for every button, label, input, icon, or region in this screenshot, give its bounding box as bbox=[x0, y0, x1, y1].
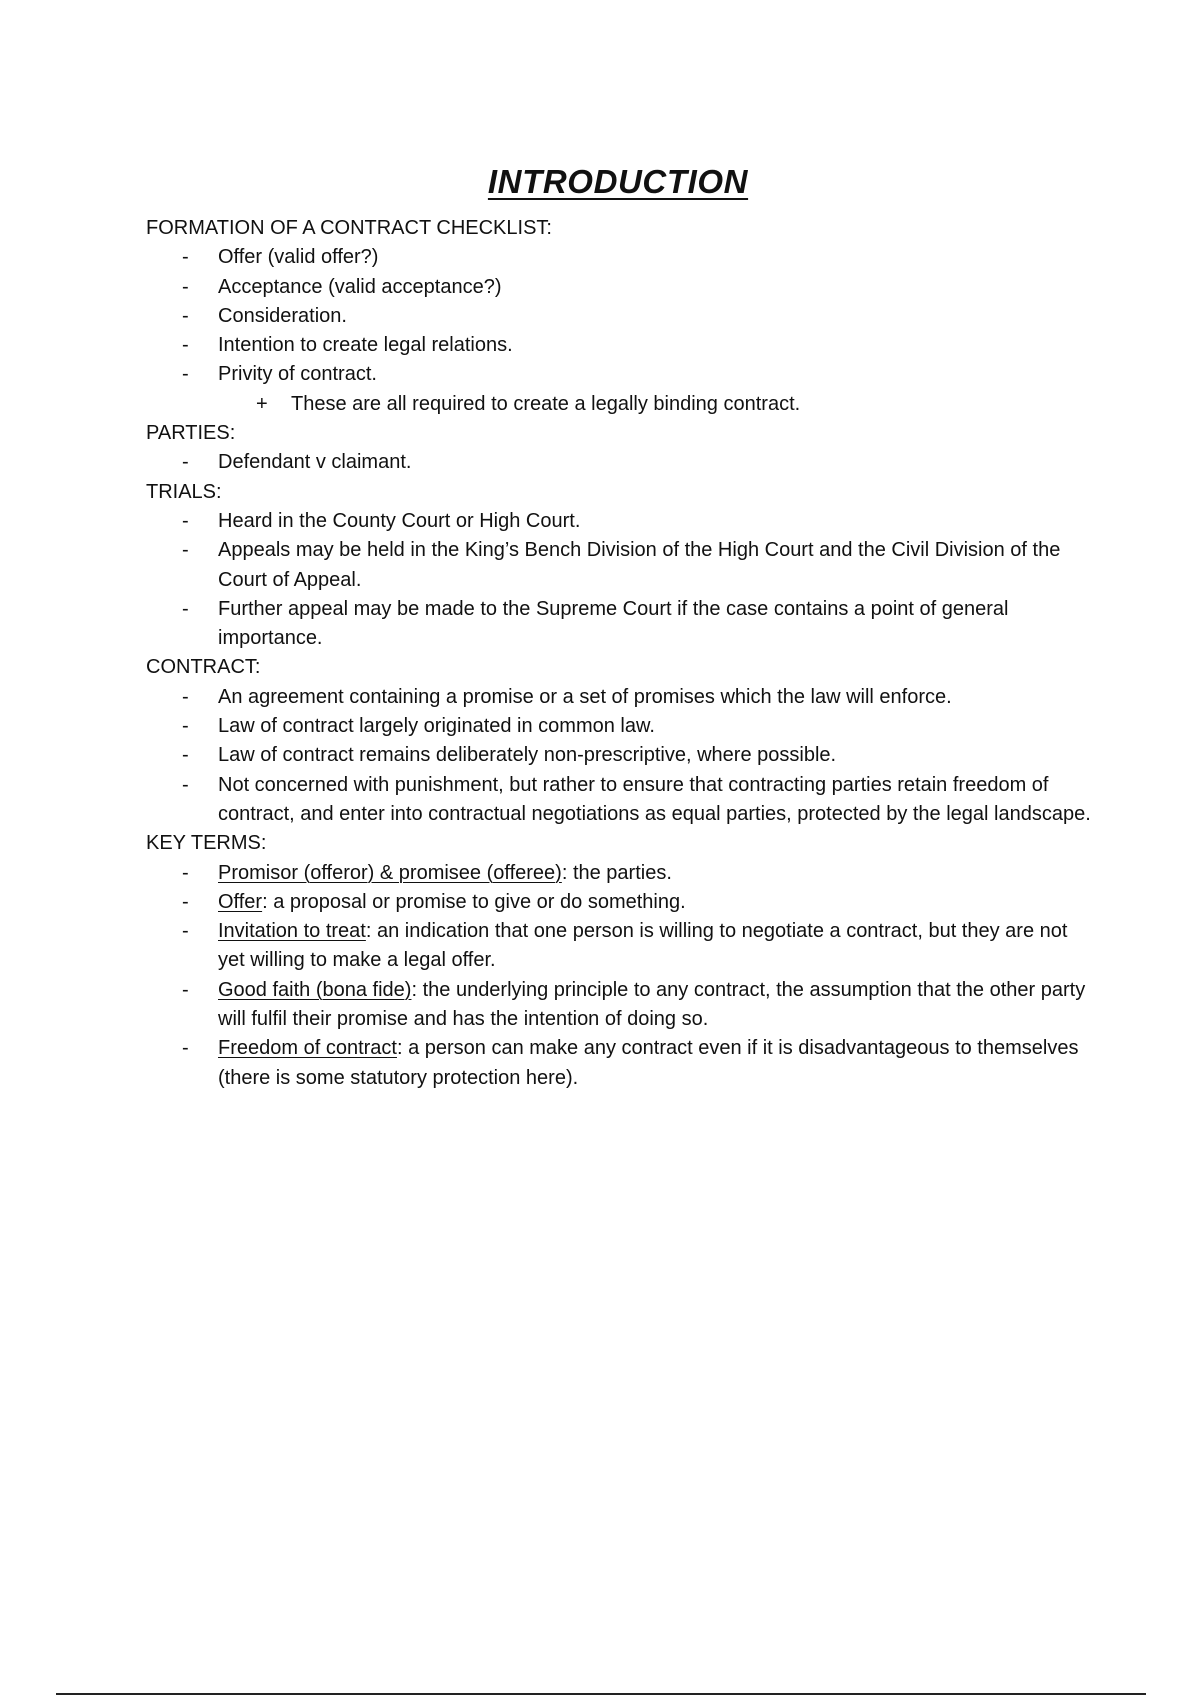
list-item bbox=[146, 771, 1096, 830]
bullet-list bbox=[146, 859, 1096, 1093]
list-item bbox=[146, 917, 1096, 976]
list-item bbox=[146, 507, 1096, 536]
page-title: INTRODUCTION bbox=[487, 163, 749, 201]
list-item bbox=[146, 712, 1096, 741]
dash-bullet-icon: - bbox=[182, 304, 189, 327]
bullet-list bbox=[146, 243, 1096, 389]
item-text: Further appeal may be made to the Supreme Court if the case contains a point of general importance. bbox=[218, 597, 1009, 650]
list-item bbox=[146, 302, 1096, 331]
section-heading: TRIALS: bbox=[146, 480, 222, 503]
section-heading: FORMATION OF A CONTRACT CHECKLIST: bbox=[146, 217, 552, 239]
bullet-list bbox=[146, 507, 1096, 653]
dash-bullet-icon: - bbox=[182, 715, 189, 738]
dash-bullet-icon: - bbox=[182, 920, 189, 943]
list-item bbox=[146, 741, 1096, 770]
bullet-list bbox=[146, 683, 1096, 829]
key-term: Offer bbox=[218, 890, 263, 913]
key-term: Invitation to treat bbox=[218, 920, 366, 943]
list-item bbox=[146, 976, 1096, 1035]
dash-bullet-icon: - bbox=[182, 890, 189, 913]
item-text: : a proposal or promise to give or do something. bbox=[262, 890, 686, 913]
section-heading: PARTIES: bbox=[146, 422, 236, 445]
dash-bullet-icon: - bbox=[182, 1037, 189, 1060]
item-text: Appeals may be held in the King’s Bench Division of the High Court and the Civil Division of the Court of Appeal. bbox=[218, 539, 1061, 591]
item-text: : an indication that one person is willing to negotiate a contract, but they are not yet willing to make a legal offer. bbox=[218, 920, 1068, 972]
item-text: Offer (valid offer?) bbox=[218, 246, 379, 269]
section-trials bbox=[146, 478, 1096, 654]
list-item bbox=[146, 360, 1096, 389]
key-term: Good faith (bona fide) bbox=[218, 978, 412, 1001]
dash-bullet-icon: - bbox=[182, 275, 189, 298]
sub-bullet-list bbox=[146, 390, 1096, 419]
section-parties bbox=[146, 419, 1096, 478]
key-term: Promisor (offeror) & promisee (offeree) bbox=[218, 861, 562, 884]
list-item bbox=[146, 683, 1096, 712]
item-text: Law of contract remains deliberately non-prescriptive, where possible. bbox=[218, 744, 837, 767]
list-item bbox=[146, 331, 1096, 360]
key-term: Freedom of contract bbox=[218, 1037, 397, 1060]
list-item bbox=[146, 859, 1096, 888]
item-text: Heard in the County Court or High Court. bbox=[218, 509, 581, 532]
dash-bullet-icon: - bbox=[182, 334, 189, 357]
list-item bbox=[146, 536, 1096, 595]
list-item bbox=[146, 448, 1096, 477]
item-text: Defendant v claimant. bbox=[218, 451, 412, 474]
list-item bbox=[146, 888, 1096, 917]
section-contract bbox=[146, 653, 1096, 829]
item-text: Not concerned with punishment, but rather to ensure that contracting parties retain freedom of contract, and enter into contractual negotiations as equal parties, protected by the legal landscape. bbox=[218, 773, 1091, 825]
bullet-list bbox=[146, 448, 1096, 477]
list-item bbox=[146, 1034, 1096, 1093]
dash-bullet-icon: - bbox=[182, 509, 189, 532]
dash-bullet-icon: - bbox=[182, 861, 189, 884]
dash-bullet-icon: - bbox=[182, 685, 189, 708]
dash-bullet-icon: - bbox=[182, 744, 189, 767]
section-key-terms bbox=[146, 829, 1096, 1093]
item-text: Law of contract largely originated in common law. bbox=[218, 715, 655, 738]
dash-bullet-icon: - bbox=[182, 773, 189, 796]
document-body bbox=[146, 214, 1096, 1093]
plus-bullet-icon: + bbox=[256, 392, 268, 415]
list-item bbox=[146, 273, 1096, 302]
dash-bullet-icon: - bbox=[182, 978, 189, 1001]
section-heading: KEY TERMS: bbox=[146, 832, 267, 855]
list-item bbox=[146, 243, 1096, 272]
dash-bullet-icon: - bbox=[182, 539, 189, 562]
section-heading: CONTRACT: bbox=[146, 656, 261, 679]
item-text: Intention to create legal relations. bbox=[218, 334, 513, 357]
item-text: : a person can make any contract even if it is disadvantageous to themselves (there is some statutory protection here). bbox=[218, 1037, 1079, 1089]
dash-bullet-icon: - bbox=[182, 363, 189, 386]
footer-divider bbox=[56, 1693, 1146, 1695]
dash-bullet-icon: - bbox=[182, 597, 189, 620]
section-formation-checklist bbox=[146, 214, 1096, 419]
dash-bullet-icon: - bbox=[182, 451, 189, 474]
sub-list-item bbox=[146, 390, 1096, 419]
list-item bbox=[146, 595, 1096, 654]
item-text: : the underlying principle to any contract, the assumption that the other party will fulfil their promise and has the intention of doing so. bbox=[218, 978, 1086, 1031]
item-text: Privity of contract. bbox=[218, 363, 377, 386]
dash-bullet-icon: - bbox=[182, 246, 189, 269]
item-text: An agreement containing a promise or a set of promises which the law will enforce. bbox=[218, 685, 952, 708]
item-text: Acceptance (valid acceptance?) bbox=[218, 275, 502, 298]
item-text: : the parties. bbox=[561, 861, 672, 884]
sub-item-text: These are all required to create a legally binding contract. bbox=[291, 392, 801, 415]
item-text: Consideration. bbox=[218, 304, 347, 327]
